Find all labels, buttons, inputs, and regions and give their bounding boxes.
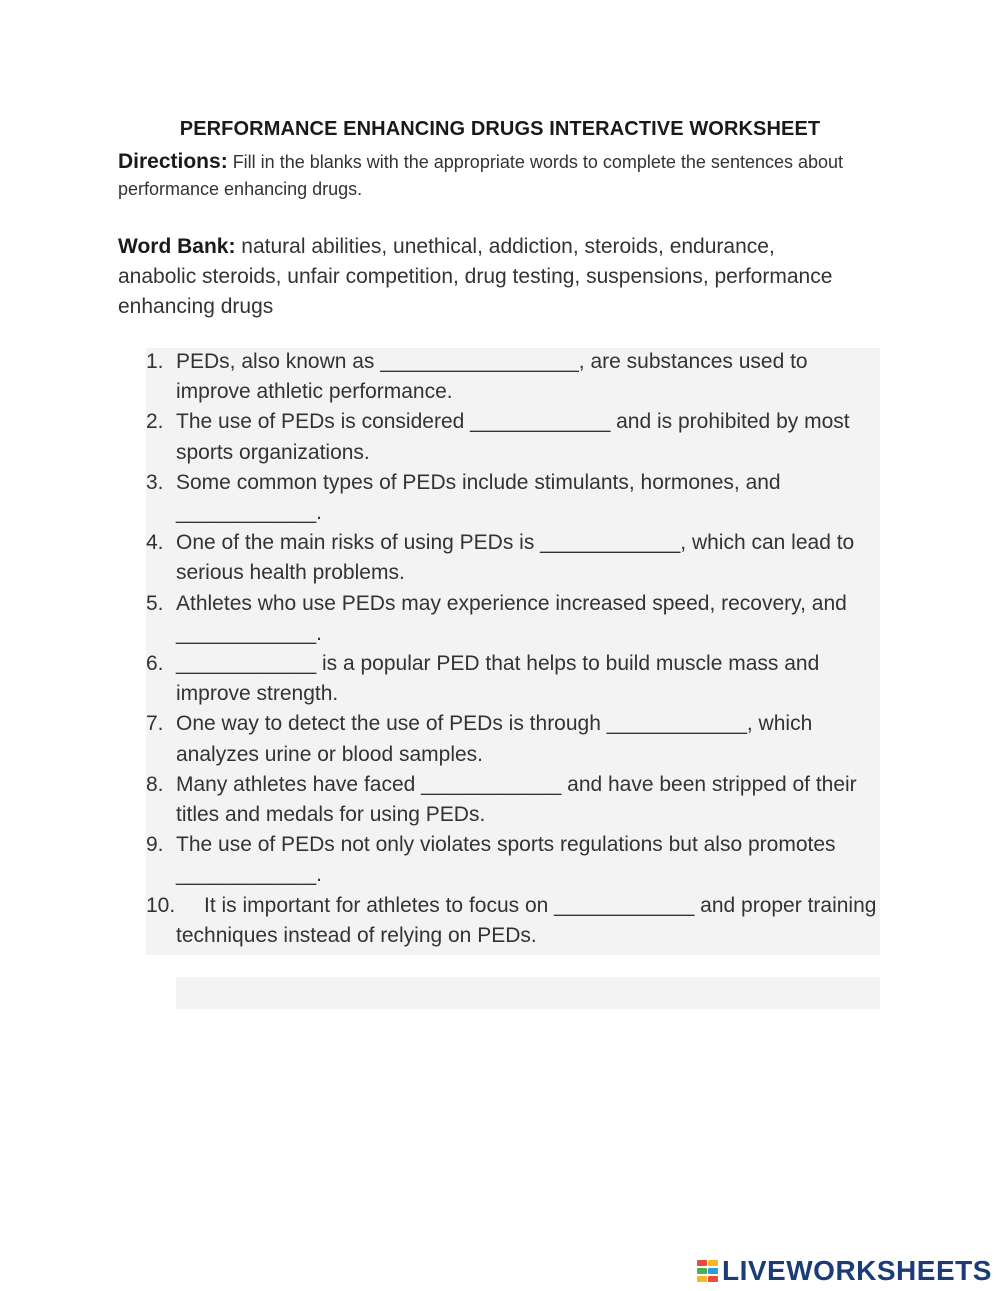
question-item (146, 770, 880, 830)
liveworksheets-logo-icon (697, 1258, 719, 1284)
question-item (146, 649, 880, 709)
question-item (146, 407, 880, 467)
question-item (146, 830, 880, 890)
question-list (146, 347, 880, 951)
question-text: Many athletes have faced ____________ and have been stripped of their titles and medals for using PEDs. (176, 772, 857, 827)
question-number: 9. (146, 833, 164, 857)
question-text: The use of PEDs is considered ____________ and is prohibited by most sports organizations. (176, 410, 850, 464)
question-number: 1. (146, 350, 164, 373)
question-number: 7. (146, 712, 164, 736)
directions (118, 148, 878, 203)
directions-text: Fill in the blanks with the appropriate words to complete the sentences about performance enhancing drugs. (118, 152, 844, 199)
liveworksheets-logo-text: LIVEWORKSHEETS (722, 1255, 992, 1286)
question-text: PEDs, also known as _________________, are substances used to improve athletic performance. (176, 350, 808, 404)
question-text: One way to detect the use of PEDs is through ____________, which analyzes urine or blood samples. (176, 712, 813, 766)
worksheet-title: PERFORMANCE ENHANCING DRUGS INTERACTIVE WORKSHEET (179, 118, 821, 140)
word-bank-text: natural abilities, unethical, addiction, steroids, endurance, anabolic steroids, unfair competition, drug testing, suspensions, performance enhancing drugs (118, 235, 833, 318)
question-number: 6. (146, 652, 164, 676)
question-number: 8. (146, 772, 164, 796)
question-number: 5. (146, 591, 164, 615)
answer-area-extra[interactable] (176, 977, 880, 1009)
question-text: Athletes who use PEDs may experience increased speed, recovery, and ____________. (176, 591, 847, 645)
word-bank-label: Word Bank: (118, 235, 236, 258)
question-item (146, 589, 880, 649)
liveworksheets-logo (697, 1253, 992, 1289)
question-number: 3. (146, 470, 164, 494)
question-text: One of the main risks of using PEDs is ____________, which can lead to serious health problems. (176, 531, 855, 585)
question-text: It is important for athletes to focus on ____________ and proper training techniques instead of relying on PEDs. (176, 893, 877, 947)
question-text: The use of PEDs not only violates sports regulations but also promotes ____________. (176, 833, 836, 887)
question-number: 2. (146, 410, 164, 434)
question-text: Some common types of PEDs include stimulants, hormones, and ____________. (176, 470, 781, 525)
question-number: 10. (146, 893, 176, 917)
question-item (146, 528, 880, 588)
question-item (146, 891, 880, 951)
question-item (146, 347, 880, 407)
directions-label: Directions: (118, 150, 228, 173)
question-number: 4. (146, 531, 164, 555)
question-text: ____________ is a popular PED that helps to build muscle mass and improve strength. (176, 652, 820, 706)
question-item (146, 709, 880, 769)
word-bank (118, 232, 858, 322)
question-item (146, 468, 880, 528)
